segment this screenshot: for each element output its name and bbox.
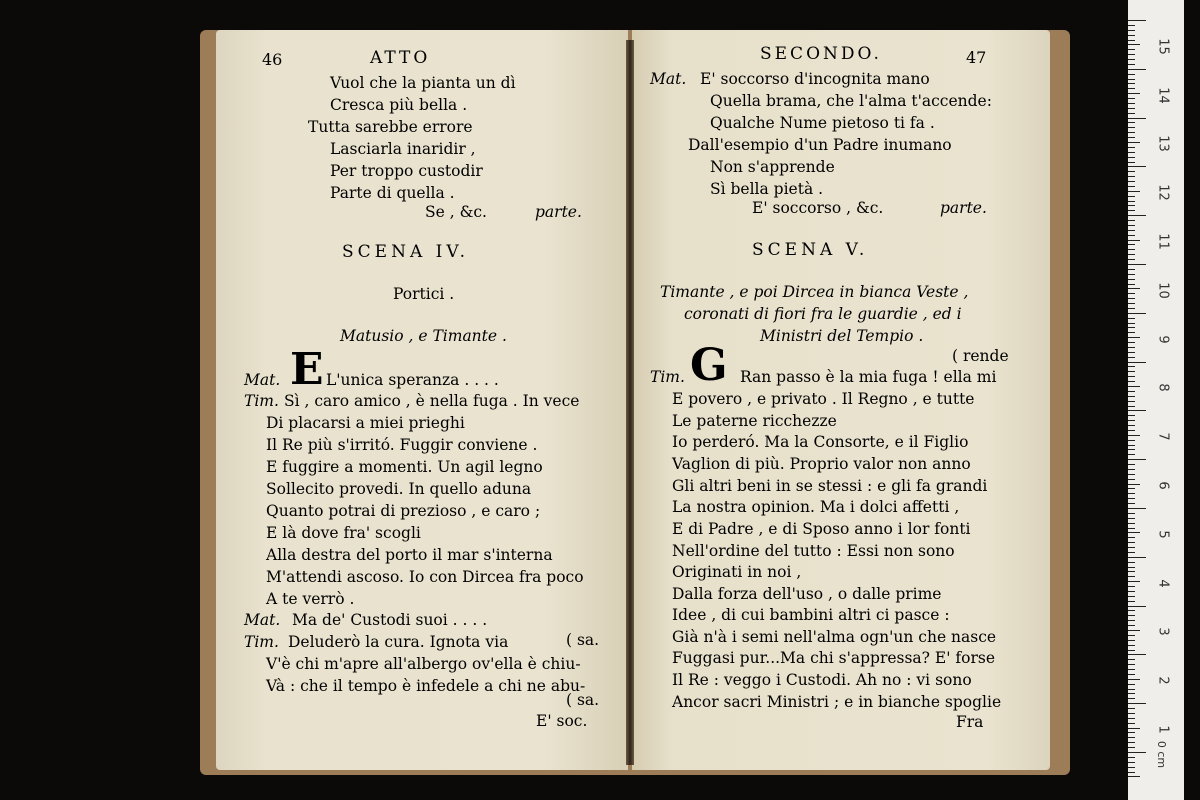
dialogue-line: Nell'ordine del tutto : Essi non sono — [672, 542, 955, 560]
ruler-tick — [1128, 318, 1135, 319]
ruler-tick — [1128, 737, 1135, 738]
left-characters: Matusio , e Timante . — [340, 327, 507, 345]
ruler-tick — [1128, 327, 1135, 328]
ruler-tick — [1128, 93, 1140, 94]
stage-direction-line: Ministri del Tempio . — [760, 327, 924, 345]
turnover-mark: ( sa. — [566, 691, 600, 709]
ruler-tick — [1128, 147, 1135, 148]
ruler-tick — [1128, 337, 1140, 338]
ruler-tick — [1128, 674, 1135, 675]
ruler-tick — [1128, 401, 1135, 402]
ruler-tick — [1128, 357, 1135, 358]
ruler-tick — [1128, 449, 1135, 450]
ruler-tick — [1128, 74, 1135, 75]
ruler-tick — [1128, 362, 1146, 363]
right-line: Sì bella pietà . — [710, 180, 824, 198]
speaker-label: Mat. — [244, 371, 281, 389]
ruler-tick — [1128, 430, 1135, 431]
ruler-tick — [1128, 157, 1135, 158]
right-line: Quella brama, che l'alma t'accende: — [710, 92, 992, 110]
ruler-tick — [1128, 757, 1135, 758]
ruler-tick — [1128, 620, 1135, 621]
ruler-tick — [1128, 703, 1146, 704]
ruler-tick — [1128, 254, 1135, 255]
ruler-tick — [1128, 98, 1135, 99]
ruler-tick — [1128, 523, 1135, 524]
ruler-label: 15 — [1155, 38, 1171, 55]
ruler-tick — [1128, 498, 1135, 499]
ruler-tick — [1128, 689, 1135, 690]
ruler-tick — [1128, 557, 1146, 558]
ruler-tick — [1128, 230, 1135, 231]
ruler-tick — [1128, 630, 1140, 631]
ruler-tick — [1128, 381, 1135, 382]
ruler-tick — [1128, 406, 1135, 407]
ruler-tick — [1128, 79, 1135, 80]
ruler-tick — [1128, 445, 1135, 446]
ruler-tick — [1128, 650, 1135, 651]
ruler-tick — [1128, 698, 1135, 699]
dialogue-line: Di placarsi a miei prieghi — [266, 414, 465, 432]
ruler-tick — [1128, 640, 1135, 641]
ruler-tick — [1128, 64, 1135, 65]
dialogue-line: Gli altri beni in se stessi : e gli fa grandi — [672, 477, 988, 495]
ruler-tick — [1128, 479, 1135, 480]
ruler-label: 10 — [1155, 282, 1171, 299]
ruler-tick — [1128, 274, 1135, 275]
ruler-tick — [1128, 488, 1135, 489]
dialogue-line: V'è chi m'apre all'albergo ov'ella è chiu- — [266, 655, 581, 673]
speaker-label: Mat. — [244, 611, 281, 629]
ruler-tick — [1128, 513, 1135, 514]
ruler-tick — [1128, 552, 1135, 553]
dialogue-line: A te verrò . — [266, 590, 355, 608]
ruler-label: 8 — [1155, 383, 1171, 393]
dialogue-line: Alla destra del porto il mar s'interna — [266, 546, 553, 564]
left-drop-cap: E — [290, 344, 324, 395]
ruler-tick — [1128, 20, 1146, 21]
ruler-tick — [1128, 767, 1135, 768]
ruler-tick — [1128, 54, 1135, 55]
ruler-tick — [1128, 440, 1135, 441]
ruler-tick — [1128, 625, 1135, 626]
left-page-number: 46 — [262, 50, 283, 69]
left-catchword: E' soc. — [536, 712, 588, 730]
right-line: Non s'apprende — [710, 158, 835, 176]
right-running-header: SECONDO. — [760, 44, 882, 64]
ruler-tick — [1128, 484, 1140, 485]
ruler-tick — [1128, 669, 1135, 670]
ruler-tick — [1128, 201, 1135, 202]
dialogue-line: Ma de' Custodi suoi . . . . — [292, 611, 488, 629]
ruler-tick — [1128, 776, 1140, 777]
dialogue-line: E fuggire a momenti. Un agil legno — [266, 458, 543, 476]
ruler-tick — [1128, 25, 1135, 26]
ruler-tick — [1128, 508, 1146, 509]
ruler-tick — [1128, 132, 1135, 133]
dialogue-line: E povero , e privato . Il Regno , e tutte — [672, 390, 975, 408]
ruler-tick — [1128, 293, 1135, 294]
turnover-mark: ( rende — [952, 347, 1009, 365]
dialogue-line: La nostra opinion. Ma i dolci affetti , — [672, 498, 960, 516]
dialogue-line: Quanto potrai di prezioso , e caro ; — [266, 502, 541, 520]
dialogue-line: Io perderó. Ma la Consorte, e il Figlio — [672, 433, 969, 451]
ruler-tick — [1128, 196, 1135, 197]
dialogue-line: Ancor sacri Ministri ; e in bianche spoglie — [672, 693, 1002, 711]
ruler-tick — [1128, 581, 1140, 582]
book-gutter — [626, 40, 634, 765]
ruler-tick — [1128, 113, 1135, 114]
ruler-tick — [1128, 376, 1135, 377]
ruler-tick — [1128, 35, 1135, 36]
ruler-tick — [1128, 83, 1135, 84]
ruler-tick — [1128, 30, 1135, 31]
ruler-label: 9 — [1155, 334, 1171, 344]
ruler-tick — [1128, 69, 1146, 70]
ruler-tick — [1128, 435, 1140, 436]
right-line: Dall'esempio d'un Padre inumano — [688, 136, 952, 154]
ruler-tick — [1128, 635, 1135, 636]
dialogue-line: Originati in noi , — [672, 563, 802, 581]
ruler-label: 3 — [1155, 627, 1171, 637]
ruler-tick — [1128, 596, 1135, 597]
right-drop-cap: G — [690, 340, 728, 391]
ruler-tick — [1128, 591, 1135, 592]
speaker-label: Tim. — [650, 368, 685, 386]
ruler-tick — [1128, 586, 1135, 587]
speaker-label: Tim. — [244, 392, 279, 410]
ruler-tick — [1128, 528, 1135, 529]
ruler-tick — [1128, 88, 1135, 89]
ruler-tick — [1128, 244, 1135, 245]
ruler-tick — [1128, 606, 1146, 607]
left-exit-word: parte. — [535, 203, 582, 221]
dialogue-line: M'attendi ascoso. Io con Dircea fra poco — [266, 568, 584, 586]
left-line: Cresca più bella . — [330, 96, 468, 114]
ruler-tick — [1128, 742, 1135, 743]
ruler-tick — [1128, 537, 1135, 538]
ruler-tick — [1128, 152, 1135, 153]
ruler-tick — [1128, 49, 1135, 50]
ruler-tick — [1128, 464, 1135, 465]
ruler-label: 12 — [1155, 184, 1171, 201]
left-line: Per troppo custodir — [330, 162, 483, 180]
ruler-tick — [1128, 469, 1135, 470]
ruler-tick — [1128, 220, 1135, 221]
ruler-tick — [1128, 323, 1135, 324]
ruler-tick — [1128, 410, 1146, 411]
ruler-tick — [1128, 166, 1146, 167]
measurement-ruler — [1128, 0, 1184, 800]
ruler-tick — [1128, 693, 1135, 694]
dialogue-line: Ran passo è la mia fuga ! ella mi — [740, 368, 997, 386]
ruler-tick — [1128, 571, 1135, 572]
ruler-tick — [1128, 493, 1135, 494]
ruler-tick — [1128, 279, 1135, 280]
right-exit-word: parte. — [940, 199, 987, 217]
ruler-tick — [1128, 752, 1146, 753]
dialogue-line: E di Padre , e di Sposo anno i lor fonti — [672, 520, 971, 538]
left-line: Tutta sarebbe errore — [308, 118, 473, 136]
right-catchword: Fra — [956, 713, 984, 731]
ruler-tick — [1128, 249, 1135, 250]
ruler-tick — [1128, 532, 1140, 533]
right-line: Qualche Nume pietoso ti fa . — [710, 114, 935, 132]
ruler-tick — [1128, 615, 1135, 616]
ruler-tick — [1128, 708, 1135, 709]
ruler-tick — [1128, 298, 1135, 299]
stage-direction-line: Timante , e poi Dircea in bianca Veste , — [660, 283, 969, 301]
ruler-tick — [1128, 371, 1135, 372]
stage-direction-line: coronati di fiori fra le guardie , ed i — [684, 305, 962, 323]
dialogue-line: Vaglion di più. Proprio valor non anno — [672, 455, 971, 473]
right-exit-line: E' soccorso , &c. — [752, 199, 884, 217]
ruler-tick — [1128, 567, 1135, 568]
dialogue-line: Idee , di cui bambini altri ci pasce : — [672, 606, 950, 624]
ruler-tick — [1128, 332, 1135, 333]
ruler-tick — [1128, 684, 1135, 685]
ruler-label: 5 — [1155, 530, 1171, 539]
ruler-tick — [1128, 576, 1135, 577]
ruler-tick — [1128, 659, 1135, 660]
ruler-tick — [1128, 366, 1135, 367]
ruler-tick — [1128, 547, 1135, 548]
ruler-tick — [1128, 562, 1135, 563]
dialogue-line: Và : che il tempo è infedele a chi ne abu- — [266, 677, 586, 695]
dialogue-line: Fuggasi pur...Ma chi s'appressa? E' forse — [672, 649, 996, 667]
ruler-tick — [1128, 664, 1135, 665]
ruler-tick — [1128, 162, 1135, 163]
ruler-tick — [1128, 142, 1140, 143]
left-line: Parte di quella . — [330, 184, 455, 202]
ruler-tick — [1128, 215, 1146, 216]
ruler-tick — [1128, 747, 1135, 748]
speaker-label: Tim. — [244, 633, 279, 651]
ruler-tick — [1128, 303, 1135, 304]
ruler-tick — [1128, 205, 1135, 206]
ruler-tick — [1128, 103, 1135, 104]
ruler-tick — [1128, 313, 1146, 314]
ruler-tick — [1128, 713, 1135, 714]
ruler-unit: 0 cm — [1155, 740, 1169, 769]
ruler-tick — [1128, 352, 1135, 353]
left-scena-title: SCENA IV. — [342, 242, 470, 262]
ruler-tick — [1128, 59, 1135, 60]
ruler-tick — [1128, 386, 1140, 387]
turnover-mark: ( sa. — [566, 631, 600, 649]
ruler-tick — [1128, 235, 1135, 236]
ruler-label: 7 — [1155, 432, 1171, 441]
ruler-tick — [1128, 210, 1135, 211]
ruler-label: 2 — [1155, 676, 1171, 685]
ruler-tick — [1128, 44, 1140, 45]
dialogue-line: Sì , caro amico , è nella fuga . In vece — [284, 392, 580, 410]
ruler-tick — [1128, 269, 1135, 270]
ruler-label: 4 — [1155, 578, 1171, 588]
ruler-label: 6 — [1155, 481, 1171, 490]
ruler-tick — [1128, 118, 1146, 119]
ruler-tick — [1128, 108, 1135, 109]
ruler-tick — [1128, 425, 1135, 426]
ruler-tick — [1128, 240, 1140, 241]
ruler-tick — [1128, 264, 1146, 265]
left-running-header: ATTO — [370, 48, 431, 68]
ruler-tick — [1128, 396, 1135, 397]
left-line: Vuol che la pianta un dì — [330, 74, 516, 92]
ruler-tick — [1128, 176, 1135, 177]
right-scena-title: SCENA V. — [752, 240, 869, 260]
dialogue-line: Le paterne ricchezze — [672, 412, 837, 430]
left-setting: Portici . — [393, 285, 455, 303]
ruler-tick — [1128, 518, 1135, 519]
ruler-tick — [1128, 732, 1135, 733]
dialogue-line: Già n'à i semi nell'alma ogn'un che nasce — [672, 628, 997, 646]
ruler-tick — [1128, 601, 1135, 602]
left-exit-line: Se , &c. — [425, 203, 487, 221]
ruler-tick — [1128, 610, 1135, 611]
ruler-tick — [1128, 342, 1135, 343]
ruler-tick — [1128, 347, 1135, 348]
dialogue-line: Il Re : veggo i Custodi. Ah no : vi sono — [672, 671, 972, 689]
ruler-tick — [1128, 308, 1135, 309]
dialogue-line: Sollecito provedi. In quello aduna — [266, 480, 532, 498]
ruler-tick — [1128, 459, 1146, 460]
dialogue-line: L'unica speranza . . . . — [326, 371, 499, 389]
ruler-label: 11 — [1155, 233, 1171, 250]
ruler-tick — [1128, 181, 1135, 182]
ruler-tick — [1128, 772, 1135, 773]
ruler-tick — [1128, 645, 1135, 646]
ruler-tick — [1128, 186, 1135, 187]
ruler-tick — [1128, 127, 1135, 128]
ruler-tick — [1128, 288, 1140, 289]
ruler-tick — [1128, 225, 1135, 226]
ruler-tick — [1128, 474, 1135, 475]
ruler-tick — [1128, 191, 1140, 192]
ruler-tick — [1128, 728, 1140, 729]
dialogue-line: Dalla forza dell'uso , o dalle prime — [672, 585, 942, 603]
ruler-tick — [1128, 420, 1135, 421]
ruler-tick — [1128, 171, 1135, 172]
ruler-label: 1 — [1155, 725, 1171, 734]
ruler-label: 14 — [1155, 86, 1171, 104]
dialogue-line: Il Re più s'irritó. Fuggir conviene . — [266, 436, 538, 454]
ruler-tick — [1128, 503, 1135, 504]
ruler-tick — [1128, 391, 1135, 392]
ruler-tick — [1128, 415, 1135, 416]
ruler-tick — [1128, 679, 1140, 680]
ruler-tick — [1128, 259, 1135, 260]
ruler-tick — [1128, 122, 1135, 123]
ruler-tick — [1128, 454, 1135, 455]
right-page-number: 47 — [966, 48, 987, 67]
ruler-tick — [1128, 762, 1135, 763]
right-line: E' soccorso d'incognita mano — [700, 70, 930, 88]
dialogue-line: Deluderò la cura. Ignota via — [288, 633, 509, 651]
ruler-tick — [1128, 718, 1135, 719]
ruler-tick — [1128, 40, 1135, 41]
ruler-tick — [1128, 542, 1135, 543]
ruler-tick — [1128, 723, 1135, 724]
speaker-label: Mat. — [650, 70, 687, 88]
ruler-tick — [1128, 654, 1146, 655]
ruler-label: 13 — [1155, 135, 1171, 153]
dialogue-line: E là dove fra' scogli — [266, 524, 421, 542]
left-line: Lasciarla inaridir , — [330, 140, 476, 158]
ruler-tick — [1128, 284, 1135, 285]
ruler-tick — [1128, 137, 1135, 138]
